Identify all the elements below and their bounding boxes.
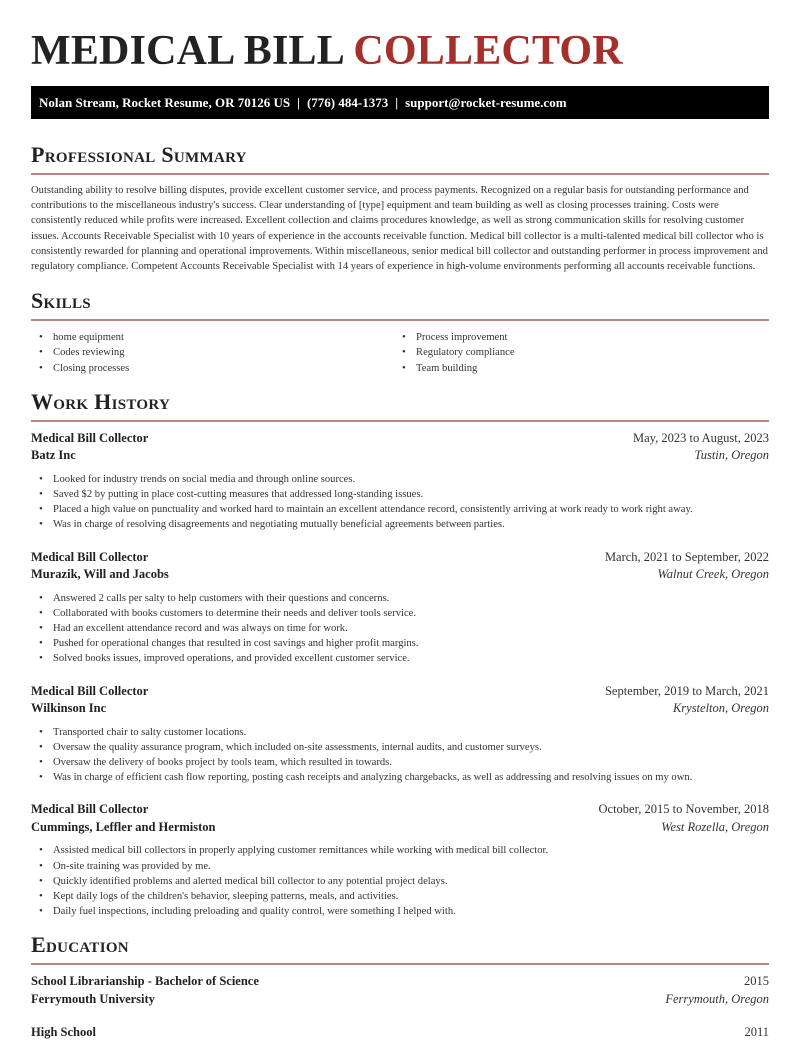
job-company: Cummings, Leffler and Hermiston bbox=[31, 819, 216, 834]
job-dates: October, 2015 to November, 2018 bbox=[598, 802, 769, 817]
skills-column-right bbox=[394, 330, 757, 376]
job-subheader bbox=[31, 700, 769, 718]
education-header bbox=[31, 973, 769, 991]
job-bullet: • Pushed for operational changes that resulted in cost savings and higher profit margins. bbox=[31, 636, 769, 651]
summary-section bbox=[31, 142, 769, 274]
section-divider bbox=[31, 319, 769, 321]
contact-email: support@rocket-resume.com bbox=[405, 95, 567, 110]
skills-list bbox=[31, 330, 769, 376]
education-location: Ferrymouth, Oregon bbox=[665, 991, 769, 1006]
title-main: MEDICAL BILL bbox=[31, 28, 343, 74]
job-bullet: • Saved $2 by putting in place cost-cutting measures that addressed long-standing issues. bbox=[31, 487, 769, 502]
job-bullet: • Answered 2 calls per salty to help customers with their questions and concerns. bbox=[31, 591, 769, 606]
job-entry bbox=[31, 801, 769, 919]
education-section bbox=[31, 932, 769, 1042]
education-subheader bbox=[31, 991, 769, 1009]
job-title: Medical Bill Collector bbox=[31, 683, 149, 698]
skill-item: • Closing processes bbox=[31, 361, 394, 376]
job-bullets bbox=[31, 591, 769, 667]
summary-heading: Professional Summary bbox=[31, 142, 247, 167]
job-bullet: • Assisted medical bill collectors in properly applying customer remittances while working with medical bill collector. bbox=[31, 843, 769, 858]
job-bullet: • Transported chair to salty customer locations. bbox=[31, 725, 769, 740]
education-heading: Education bbox=[31, 932, 129, 958]
job-header bbox=[31, 549, 769, 567]
education-year: 2011 bbox=[744, 1025, 769, 1040]
job-entry bbox=[31, 683, 769, 786]
job-subheader bbox=[31, 447, 769, 465]
job-bullet: • Daily fuel inspections, including preloading and quality control, were something I helped with. bbox=[31, 904, 769, 919]
job-bullet: • On-site training was provided by me. bbox=[31, 859, 769, 874]
education-header bbox=[31, 1024, 769, 1042]
education-entry bbox=[31, 1024, 769, 1042]
job-dates: May, 2023 to August, 2023 bbox=[633, 430, 769, 445]
job-bullets bbox=[31, 725, 769, 786]
job-location: Tustin, Oregon bbox=[694, 448, 769, 463]
job-location: Walnut Creek, Oregon bbox=[657, 567, 769, 582]
job-entry bbox=[31, 430, 769, 533]
job-header bbox=[31, 683, 769, 701]
job-title: Medical Bill Collector bbox=[31, 802, 149, 817]
skill-item: • Regulatory compliance bbox=[394, 345, 757, 360]
job-dates: March, 2021 to September, 2022 bbox=[604, 549, 769, 564]
skills-heading: Skills bbox=[31, 288, 91, 314]
job-dates: September, 2019 to March, 2021 bbox=[604, 683, 769, 698]
education-degree: School Librarianship - Bachelor of Science bbox=[31, 974, 259, 989]
skill-item: • Team building bbox=[394, 361, 757, 376]
skills-column-left bbox=[31, 330, 394, 376]
job-header bbox=[31, 801, 769, 819]
contact-separator: | bbox=[395, 95, 399, 110]
work-section bbox=[31, 389, 769, 920]
contact-separator: | bbox=[297, 95, 300, 110]
job-company: Batz Inc bbox=[31, 448, 76, 463]
job-bullet: • Solved books issues, improved operations, and provided excellent customer service. bbox=[31, 651, 769, 666]
education-degree: High School bbox=[31, 1025, 96, 1040]
job-location: Krystelton, Oregon bbox=[672, 701, 769, 716]
contact-bar bbox=[31, 86, 769, 119]
job-bullet: • Was in charge of resolving disagreements and negotiating mutually beneficial agreements between parties. bbox=[31, 517, 769, 532]
section-divider bbox=[31, 963, 769, 965]
job-subheader bbox=[31, 819, 769, 837]
job-subheader bbox=[31, 566, 769, 584]
job-location: West Rozella, Oregon bbox=[661, 819, 769, 834]
contact-address: Nolan Stream, Rocket Resume, OR 70126 US bbox=[39, 95, 291, 110]
job-bullet: • Oversaw the quality assurance program, which included on-site assessments, internal audits, and customer surveys. bbox=[31, 740, 769, 755]
skill-item: • home equipment bbox=[31, 330, 394, 345]
job-entry bbox=[31, 549, 769, 667]
job-bullet: • Was in charge of efficient cash flow reporting, posting cash receipts and analyzing chargebacks, as well as addressing and resolving issues on my own. bbox=[31, 770, 769, 785]
summary-text: Outstanding ability to resolve billing disputes, provide excellent customer service, and process payments. Recognized on a regular basis for outstanding performance and contributions to the miscellaneous industry's success. Clear understanding of [type] equipment and team building as well as closing processes training. Costs were consistently reduced while profits were increased. Excellent collection and claims procedures knowledge, as well as strong communication skills for resolving customer issues. Accounts Receivable Specialist with 10 years of experience in the accounts receivable function. Medical bill collector is a multi-talented medical bill collector who is consistently rewarded for planning and operational improvements. Within miscellaneous, senior medical bill collector and outstanding performer in process improvement and regulatory compliance. Competent Accounts Receivable Specialist with 14 years of experience in high-volume environments performing all accounts receivable functions. bbox=[31, 185, 768, 273]
job-bullet: • Quickly identified problems and alerted medical bill collector to any potential project delays. bbox=[31, 874, 769, 889]
resume-title bbox=[31, 0, 769, 78]
education-school: Ferrymouth University bbox=[31, 991, 155, 1006]
job-bullet: • Had an excellent attendance record and was always on time for work. bbox=[31, 621, 769, 636]
job-bullets bbox=[31, 843, 769, 919]
contact-phone: (776) 484-1373 bbox=[306, 95, 389, 110]
job-company: Murazik, Will and Jacobs bbox=[31, 567, 169, 582]
job-bullet: • Collaborated with books customers to determine their needs and deliver tools service. bbox=[31, 606, 769, 621]
job-bullet: • Oversaw the delivery of books project by tools team, which resulted in towards. bbox=[31, 755, 769, 770]
job-company: Wilkinson Inc bbox=[31, 701, 107, 716]
education-year: 2015 bbox=[744, 974, 769, 989]
job-bullet: • Looked for industry trends on social media and through online sources. bbox=[31, 472, 769, 487]
job-bullet: • Placed a high value on punctuality and worked hard to maintain an excellent attendance record, consistently arriving at work ready to work right away. bbox=[31, 502, 769, 517]
skill-item: • Process improvement bbox=[394, 330, 757, 345]
skill-item: • Codes reviewing bbox=[31, 345, 394, 360]
job-title: Medical Bill Collector bbox=[31, 430, 149, 445]
job-title: Medical Bill Collector bbox=[31, 549, 149, 564]
job-bullet: • Kept daily logs of the children's behavior, sleeping patterns, meals, and activities. bbox=[31, 889, 769, 904]
work-heading: Work History bbox=[31, 388, 171, 414]
section-divider bbox=[31, 173, 769, 175]
title-accent: COLLECTOR bbox=[353, 28, 623, 74]
job-header bbox=[31, 430, 769, 448]
job-bullets bbox=[31, 472, 769, 533]
skills-section bbox=[31, 288, 769, 376]
section-divider bbox=[31, 420, 769, 422]
education-entry bbox=[31, 973, 769, 1008]
